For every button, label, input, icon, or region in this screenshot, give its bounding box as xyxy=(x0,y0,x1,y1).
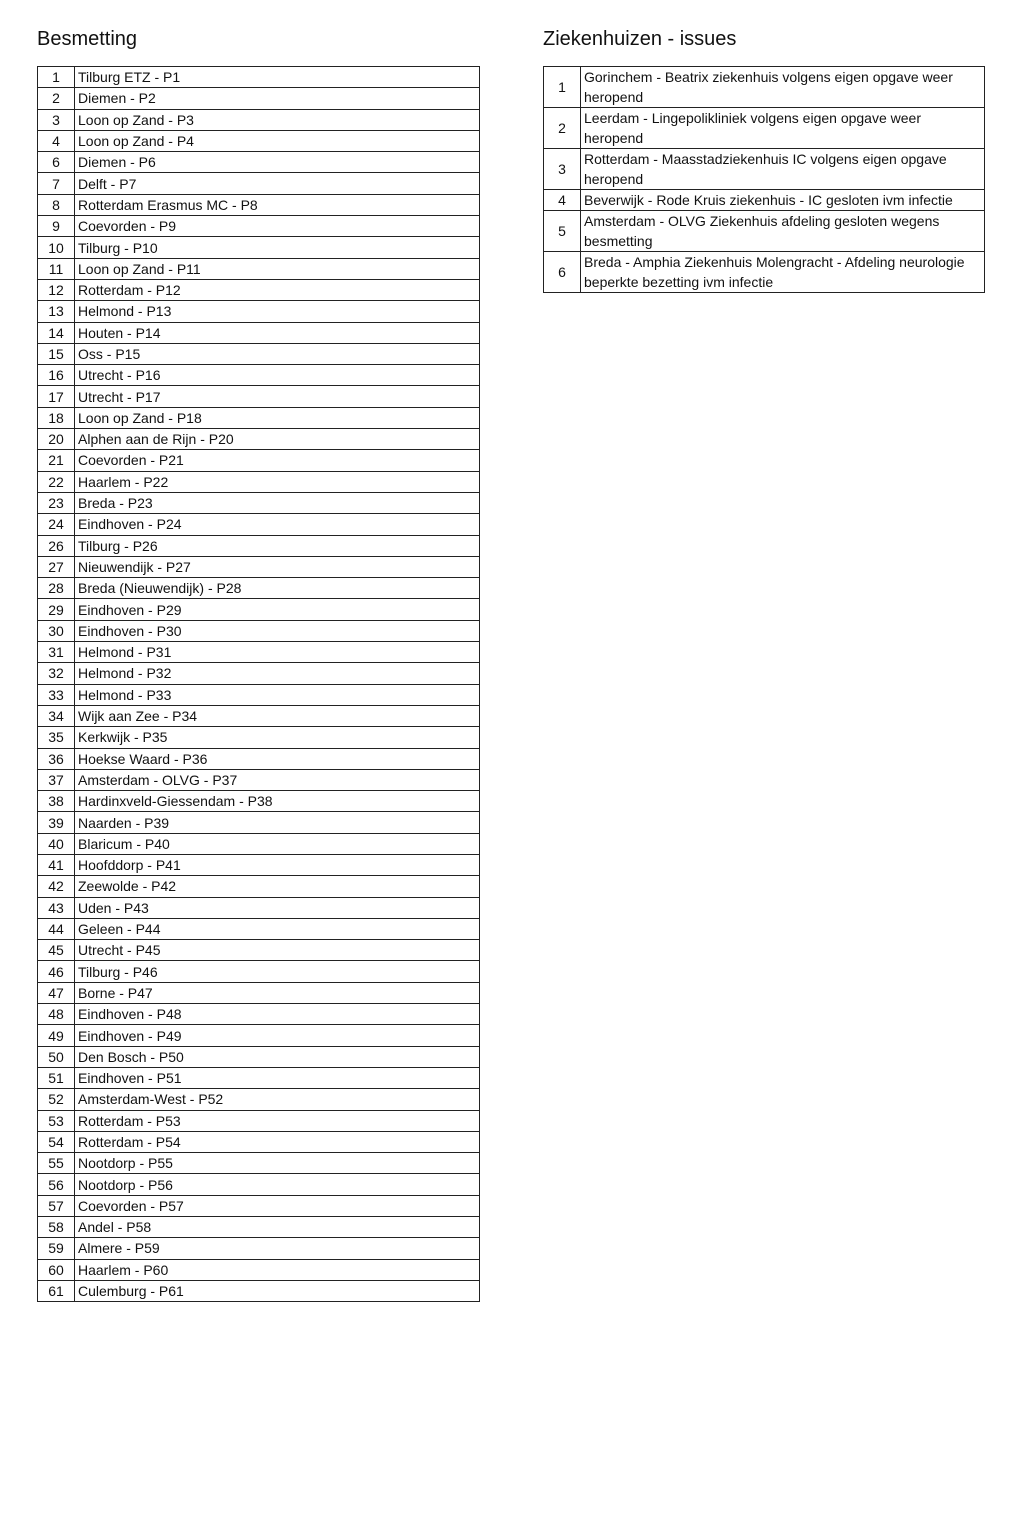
row-number: 48 xyxy=(38,1004,75,1025)
row-text: Hoofddorp - P41 xyxy=(75,854,480,875)
table-row xyxy=(38,748,480,769)
row-number: 61 xyxy=(38,1280,75,1301)
row-number: 7 xyxy=(38,173,75,194)
row-number: 2 xyxy=(38,88,75,109)
row-text: Eindhoven - P48 xyxy=(75,1004,480,1025)
row-text: Borne - P47 xyxy=(75,982,480,1003)
row-text: Utrecht - P17 xyxy=(75,386,480,407)
row-text: Zeewolde - P42 xyxy=(75,876,480,897)
table-row xyxy=(38,535,480,556)
row-text: Loon op Zand - P4 xyxy=(75,130,480,151)
row-text: Eindhoven - P29 xyxy=(75,599,480,620)
table-row xyxy=(38,130,480,151)
table-row xyxy=(38,88,480,109)
table-row xyxy=(38,578,480,599)
row-number: 3 xyxy=(38,109,75,130)
row-text: Nootdorp - P55 xyxy=(75,1153,480,1174)
row-text: Diemen - P2 xyxy=(75,88,480,109)
row-number: 3 xyxy=(544,149,581,190)
table-row xyxy=(38,599,480,620)
table-row xyxy=(38,663,480,684)
table-row xyxy=(38,1004,480,1025)
row-text: Culemburg - P61 xyxy=(75,1280,480,1301)
table-row xyxy=(38,876,480,897)
row-text: Tilburg - P10 xyxy=(75,237,480,258)
table-row xyxy=(38,67,480,88)
table-row xyxy=(38,450,480,471)
row-number: 55 xyxy=(38,1153,75,1174)
row-text: Rotterdam - P53 xyxy=(75,1110,480,1131)
row-number: 24 xyxy=(38,514,75,535)
row-number: 58 xyxy=(38,1217,75,1238)
row-text: Coevorden - P57 xyxy=(75,1195,480,1216)
row-number: 9 xyxy=(38,216,75,237)
table-row xyxy=(38,471,480,492)
row-text: Haarlem - P60 xyxy=(75,1259,480,1280)
row-text: Amsterdam - OLVG Ziekenhuis afdeling gesloten wegens besmetting xyxy=(581,211,985,252)
row-text: Helmond - P13 xyxy=(75,301,480,322)
row-text: Tilburg ETZ - P1 xyxy=(75,67,480,88)
row-text: Eindhoven - P49 xyxy=(75,1025,480,1046)
table-row xyxy=(544,108,985,149)
table-row xyxy=(38,279,480,300)
table-row xyxy=(38,769,480,790)
row-text: Amsterdam-West - P52 xyxy=(75,1089,480,1110)
row-number: 5 xyxy=(544,211,581,252)
row-text: Hardinxveld-Giessendam - P38 xyxy=(75,791,480,812)
table-row xyxy=(38,1217,480,1238)
row-number: 1 xyxy=(38,67,75,88)
row-text: Nootdorp - P56 xyxy=(75,1174,480,1195)
row-number: 56 xyxy=(38,1174,75,1195)
row-text: Rotterdam - P54 xyxy=(75,1131,480,1152)
row-text: Eindhoven - P30 xyxy=(75,620,480,641)
row-number: 1 xyxy=(544,67,581,108)
row-number: 27 xyxy=(38,556,75,577)
table-row xyxy=(544,149,985,190)
row-text: Rotterdam - P12 xyxy=(75,279,480,300)
row-text: Loon op Zand - P18 xyxy=(75,407,480,428)
row-number: 36 xyxy=(38,748,75,769)
ziekenhuizen-table xyxy=(543,66,985,293)
row-text: Haarlem - P22 xyxy=(75,471,480,492)
table-row xyxy=(38,386,480,407)
row-text: Andel - P58 xyxy=(75,1217,480,1238)
row-number: 34 xyxy=(38,705,75,726)
row-number: 13 xyxy=(38,301,75,322)
table-row xyxy=(38,152,480,173)
row-text: Hoekse Waard - P36 xyxy=(75,748,480,769)
row-number: 2 xyxy=(544,108,581,149)
row-number: 6 xyxy=(38,152,75,173)
row-number: 49 xyxy=(38,1025,75,1046)
row-text: Houten - P14 xyxy=(75,322,480,343)
row-text: Geleen - P44 xyxy=(75,918,480,939)
row-number: 54 xyxy=(38,1131,75,1152)
table-row xyxy=(38,173,480,194)
table-row xyxy=(38,429,480,450)
table-row xyxy=(38,791,480,812)
row-number: 43 xyxy=(38,897,75,918)
table-row xyxy=(38,492,480,513)
table-row xyxy=(38,854,480,875)
row-number: 14 xyxy=(38,322,75,343)
row-text: Loon op Zand - P11 xyxy=(75,258,480,279)
row-number: 45 xyxy=(38,940,75,961)
row-number: 18 xyxy=(38,407,75,428)
table-row xyxy=(38,109,480,130)
row-text: Tilburg - P46 xyxy=(75,961,480,982)
row-text: Beverwijk - Rode Kruis ziekenhuis - IC gesloten ivm infectie xyxy=(581,190,985,211)
row-text: Eindhoven - P24 xyxy=(75,514,480,535)
row-number: 21 xyxy=(38,450,75,471)
row-text: Wijk aan Zee - P34 xyxy=(75,705,480,726)
row-text: Leerdam - Lingepolikliniek volgens eigen opgave weer heropend xyxy=(581,108,985,149)
row-number: 12 xyxy=(38,279,75,300)
table-row xyxy=(38,1067,480,1088)
row-number: 17 xyxy=(38,386,75,407)
row-text: Kerkwijk - P35 xyxy=(75,727,480,748)
row-text: Alphen aan de Rijn - P20 xyxy=(75,429,480,450)
table-row xyxy=(38,812,480,833)
row-text: Blaricum - P40 xyxy=(75,833,480,854)
row-text: Naarden - P39 xyxy=(75,812,480,833)
row-number: 47 xyxy=(38,982,75,1003)
table-row xyxy=(38,1259,480,1280)
table-row xyxy=(38,301,480,322)
table-row xyxy=(38,1046,480,1067)
table-row xyxy=(544,211,985,252)
row-number: 30 xyxy=(38,620,75,641)
row-number: 16 xyxy=(38,365,75,386)
table-row xyxy=(38,833,480,854)
table-row xyxy=(38,514,480,535)
table-row xyxy=(38,216,480,237)
section-title-ziekenhuizen: Ziekenhuizen - issues xyxy=(543,28,737,50)
row-text: Almere - P59 xyxy=(75,1238,480,1259)
table-row xyxy=(38,1110,480,1131)
table-row xyxy=(544,252,985,293)
table-row xyxy=(38,1195,480,1216)
table-row xyxy=(38,961,480,982)
row-text: Utrecht - P45 xyxy=(75,940,480,961)
row-number: 53 xyxy=(38,1110,75,1131)
ziekenhuizen-table-body xyxy=(544,67,985,293)
table-row xyxy=(38,705,480,726)
table-row xyxy=(38,1238,480,1259)
table-row xyxy=(38,620,480,641)
besmetting-table xyxy=(37,66,480,1302)
table-row xyxy=(38,727,480,748)
row-number: 40 xyxy=(38,833,75,854)
table-row xyxy=(38,1089,480,1110)
row-text: Helmond - P33 xyxy=(75,684,480,705)
row-text: Helmond - P31 xyxy=(75,642,480,663)
row-number: 57 xyxy=(38,1195,75,1216)
row-text: Tilburg - P26 xyxy=(75,535,480,556)
table-row xyxy=(38,684,480,705)
row-text: Breda (Nieuwendijk) - P28 xyxy=(75,578,480,599)
row-number: 59 xyxy=(38,1238,75,1259)
row-number: 10 xyxy=(38,237,75,258)
table-row xyxy=(38,897,480,918)
row-number: 38 xyxy=(38,791,75,812)
table-row xyxy=(38,940,480,961)
row-text: Breda - Amphia Ziekenhuis Molengracht - Afdeling neurologie beperkte bezetting ivm infectie xyxy=(581,252,985,293)
row-number: 6 xyxy=(544,252,581,293)
row-text: Den Bosch - P50 xyxy=(75,1046,480,1067)
row-text: Coevorden - P9 xyxy=(75,216,480,237)
row-text: Rotterdam Erasmus MC - P8 xyxy=(75,194,480,215)
table-row xyxy=(38,322,480,343)
table-row xyxy=(38,1153,480,1174)
row-number: 42 xyxy=(38,876,75,897)
row-number: 26 xyxy=(38,535,75,556)
row-number: 4 xyxy=(38,130,75,151)
row-text: Uden - P43 xyxy=(75,897,480,918)
row-number: 29 xyxy=(38,599,75,620)
row-text: Breda - P23 xyxy=(75,492,480,513)
row-text: Coevorden - P21 xyxy=(75,450,480,471)
table-row xyxy=(38,258,480,279)
row-number: 41 xyxy=(38,854,75,875)
row-number: 44 xyxy=(38,918,75,939)
table-row xyxy=(38,556,480,577)
section-title-besmetting: Besmetting xyxy=(37,28,138,50)
table-row xyxy=(38,407,480,428)
row-number: 35 xyxy=(38,727,75,748)
row-number: 39 xyxy=(38,812,75,833)
table-row xyxy=(38,1280,480,1301)
row-number: 46 xyxy=(38,961,75,982)
row-text: Nieuwendijk - P27 xyxy=(75,556,480,577)
row-text: Oss - P15 xyxy=(75,343,480,364)
table-row xyxy=(38,1131,480,1152)
row-number: 23 xyxy=(38,492,75,513)
table-row xyxy=(38,982,480,1003)
table-row xyxy=(544,67,985,108)
row-text: Helmond - P32 xyxy=(75,663,480,684)
row-number: 52 xyxy=(38,1089,75,1110)
table-row xyxy=(38,237,480,258)
row-number: 11 xyxy=(38,258,75,279)
row-text: Rotterdam - Maasstadziekenhuis IC volgens eigen opgave heropend xyxy=(581,149,985,190)
table-row xyxy=(38,343,480,364)
row-number: 51 xyxy=(38,1067,75,1088)
row-number: 20 xyxy=(38,429,75,450)
row-text: Loon op Zand - P3 xyxy=(75,109,480,130)
row-number: 15 xyxy=(38,343,75,364)
row-text: Amsterdam - OLVG - P37 xyxy=(75,769,480,790)
row-number: 4 xyxy=(544,190,581,211)
table-row xyxy=(38,1025,480,1046)
row-text: Delft - P7 xyxy=(75,173,480,194)
row-text: Diemen - P6 xyxy=(75,152,480,173)
row-text: Utrecht - P16 xyxy=(75,365,480,386)
table-row xyxy=(38,918,480,939)
row-number: 32 xyxy=(38,663,75,684)
besmetting-table-body xyxy=(38,67,480,1302)
row-number: 50 xyxy=(38,1046,75,1067)
row-number: 37 xyxy=(38,769,75,790)
table-row xyxy=(38,642,480,663)
row-number: 33 xyxy=(38,684,75,705)
row-number: 60 xyxy=(38,1259,75,1280)
row-number: 8 xyxy=(38,194,75,215)
row-number: 31 xyxy=(38,642,75,663)
table-row xyxy=(38,194,480,215)
table-row xyxy=(38,1174,480,1195)
row-number: 22 xyxy=(38,471,75,492)
table-row xyxy=(544,190,985,211)
table-row xyxy=(38,365,480,386)
row-text: Eindhoven - P51 xyxy=(75,1067,480,1088)
row-text: Gorinchem - Beatrix ziekenhuis volgens eigen opgave weer heropend xyxy=(581,67,985,108)
row-number: 28 xyxy=(38,578,75,599)
